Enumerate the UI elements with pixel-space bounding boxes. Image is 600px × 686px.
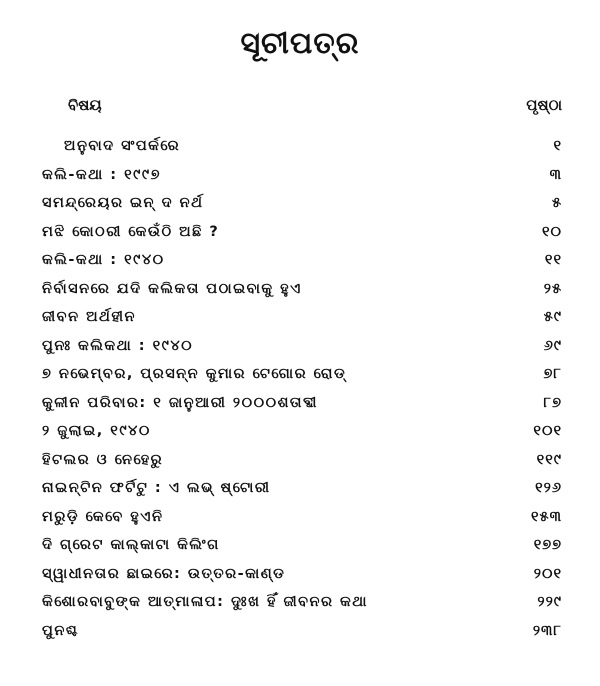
toc-entry-page: ୧୧: [544, 252, 562, 268]
toc-entry: [42, 222, 562, 251]
toc-entry-title: ସ୍ୱାଧୀନତାର ଛାଇରେ: ଉତ୍ତର-କାଣ୍ଡ: [42, 565, 286, 582]
toc-entry-page: ୨୫: [543, 280, 562, 297]
toc-entry-title: ମଝି କୋଠରୀ କେଉଁଠି ଅଛି ?: [42, 223, 220, 240]
toc-entry-page: ୫: [551, 195, 562, 211]
toc-entry-title: ପୁନଶ୍ଚ: [42, 622, 80, 639]
toc-entry-page: ୫୯: [543, 309, 562, 325]
toc-entry: [42, 136, 562, 165]
table-of-contents: [42, 136, 562, 649]
toc-entry-page: ୧୦: [541, 223, 562, 240]
toc-entry-page: ୭୮: [543, 366, 562, 382]
toc-entry-title: ୨ ଜୁଲାଇ, ୧୯୪୦: [42, 423, 151, 439]
toc-entry-title: ନାଇନ୍ଟିନ ଫର୍ଟିଟୁ : ଏ ଲଭ୍ ଷ୍ଟୋରୀ: [42, 480, 271, 496]
toc-entry: [42, 450, 562, 479]
toc-entry-page: ୧୧୯: [536, 451, 562, 468]
toc-entry-title: ପୁନଃ କଲିକଥା : ୧୯୪୦: [42, 337, 194, 354]
toc-entry: [42, 165, 562, 194]
toc-entry-page: ୧୨୬: [535, 480, 562, 496]
subject-column-label: ବିଷୟ: [68, 96, 102, 114]
toc-entry-title: କୁଳୀନ ପରିବାର: ୧ ଜାନୁଆରୀ ୨୦୦୦ଶତାବ୍ଦୀ: [42, 394, 318, 411]
toc-entry-page: ୩: [549, 166, 562, 183]
toc-entry: [42, 307, 562, 336]
toc-entry-title: ଜୀବନ ଅର୍ଥହୀନ: [42, 309, 136, 325]
toc-entry-page: ୧: [553, 138, 562, 154]
toc-entry-page: ୧୭୭: [533, 537, 562, 553]
toc-entry-title: କିଶୋରବାବୁଙ୍କ ଆତ୍ମାଳାପ: ଦୁଃଖ ହିଁ ଜୀବନର କଥା: [42, 594, 368, 610]
toc-entry: [42, 193, 562, 222]
toc-entry-title: କଲି-କଥା : ୧୯୯୭: [42, 166, 161, 183]
toc-entry: [42, 336, 562, 365]
toc-entry: [42, 421, 562, 450]
toc-entry: [42, 393, 562, 422]
toc-entry-page: ୮୭: [543, 394, 562, 411]
toc-header: [68, 96, 562, 120]
toc-entry-page: ୬୯: [543, 337, 562, 354]
toc-entry-title: ହିଟଲର ଓ ନେହେରୁ: [42, 451, 164, 468]
toc-entry: [42, 250, 562, 279]
toc-entry-title: ସମନ୍ଦ୍ରେୟର ଇନ୍ ଦ ନର୍ଥ: [42, 195, 204, 211]
toc-entry: [42, 507, 562, 536]
toc-entry-title: କଲି-କଥା : ୧୯୪୦: [42, 252, 165, 268]
toc-entry: [42, 364, 562, 393]
toc-entry-page: ୧୦୧: [533, 423, 562, 439]
toc-entry: [42, 478, 562, 507]
toc-entry-title: ମରୁଡ଼ି କେବେ ହୁଏନି: [42, 508, 164, 525]
page-title: ସୂଚୀପତ୍ର: [240, 26, 360, 61]
toc-entry: [42, 564, 562, 593]
toc-entry-title: ଅନୁବାଦ ସଂପର୍କରେ: [64, 138, 181, 154]
toc-entry-page: ୧୫୩: [531, 508, 562, 525]
page-column-label: ପୃଷ୍ଠା: [526, 96, 562, 114]
toc-entry: [42, 279, 562, 308]
toc-entry-title: ୭ ନଭେମ୍ବର, ପ୍ରସନ୍ନ କୁମାର ଟେଗୋର ରୋଡ୍: [42, 366, 347, 382]
toc-entry-page: ୨୩୮: [532, 622, 562, 639]
toc-entry: [42, 535, 562, 564]
toc-entry-page: ୨୦୧: [533, 565, 562, 582]
toc-entry: [42, 621, 562, 650]
toc-entry-title: ଦି ଗ୍ରେଟ କାଲ୍‌କାଟା କିଲିଂଗ: [42, 537, 220, 553]
toc-entry-page: ୨୨୯: [537, 594, 562, 610]
toc-entry: [42, 592, 562, 621]
toc-entry-title: ନିର୍ବାସନରେ ଯଦି କଲିକତା ପଠାଇବାକୁ ହୁଏ: [42, 280, 302, 297]
